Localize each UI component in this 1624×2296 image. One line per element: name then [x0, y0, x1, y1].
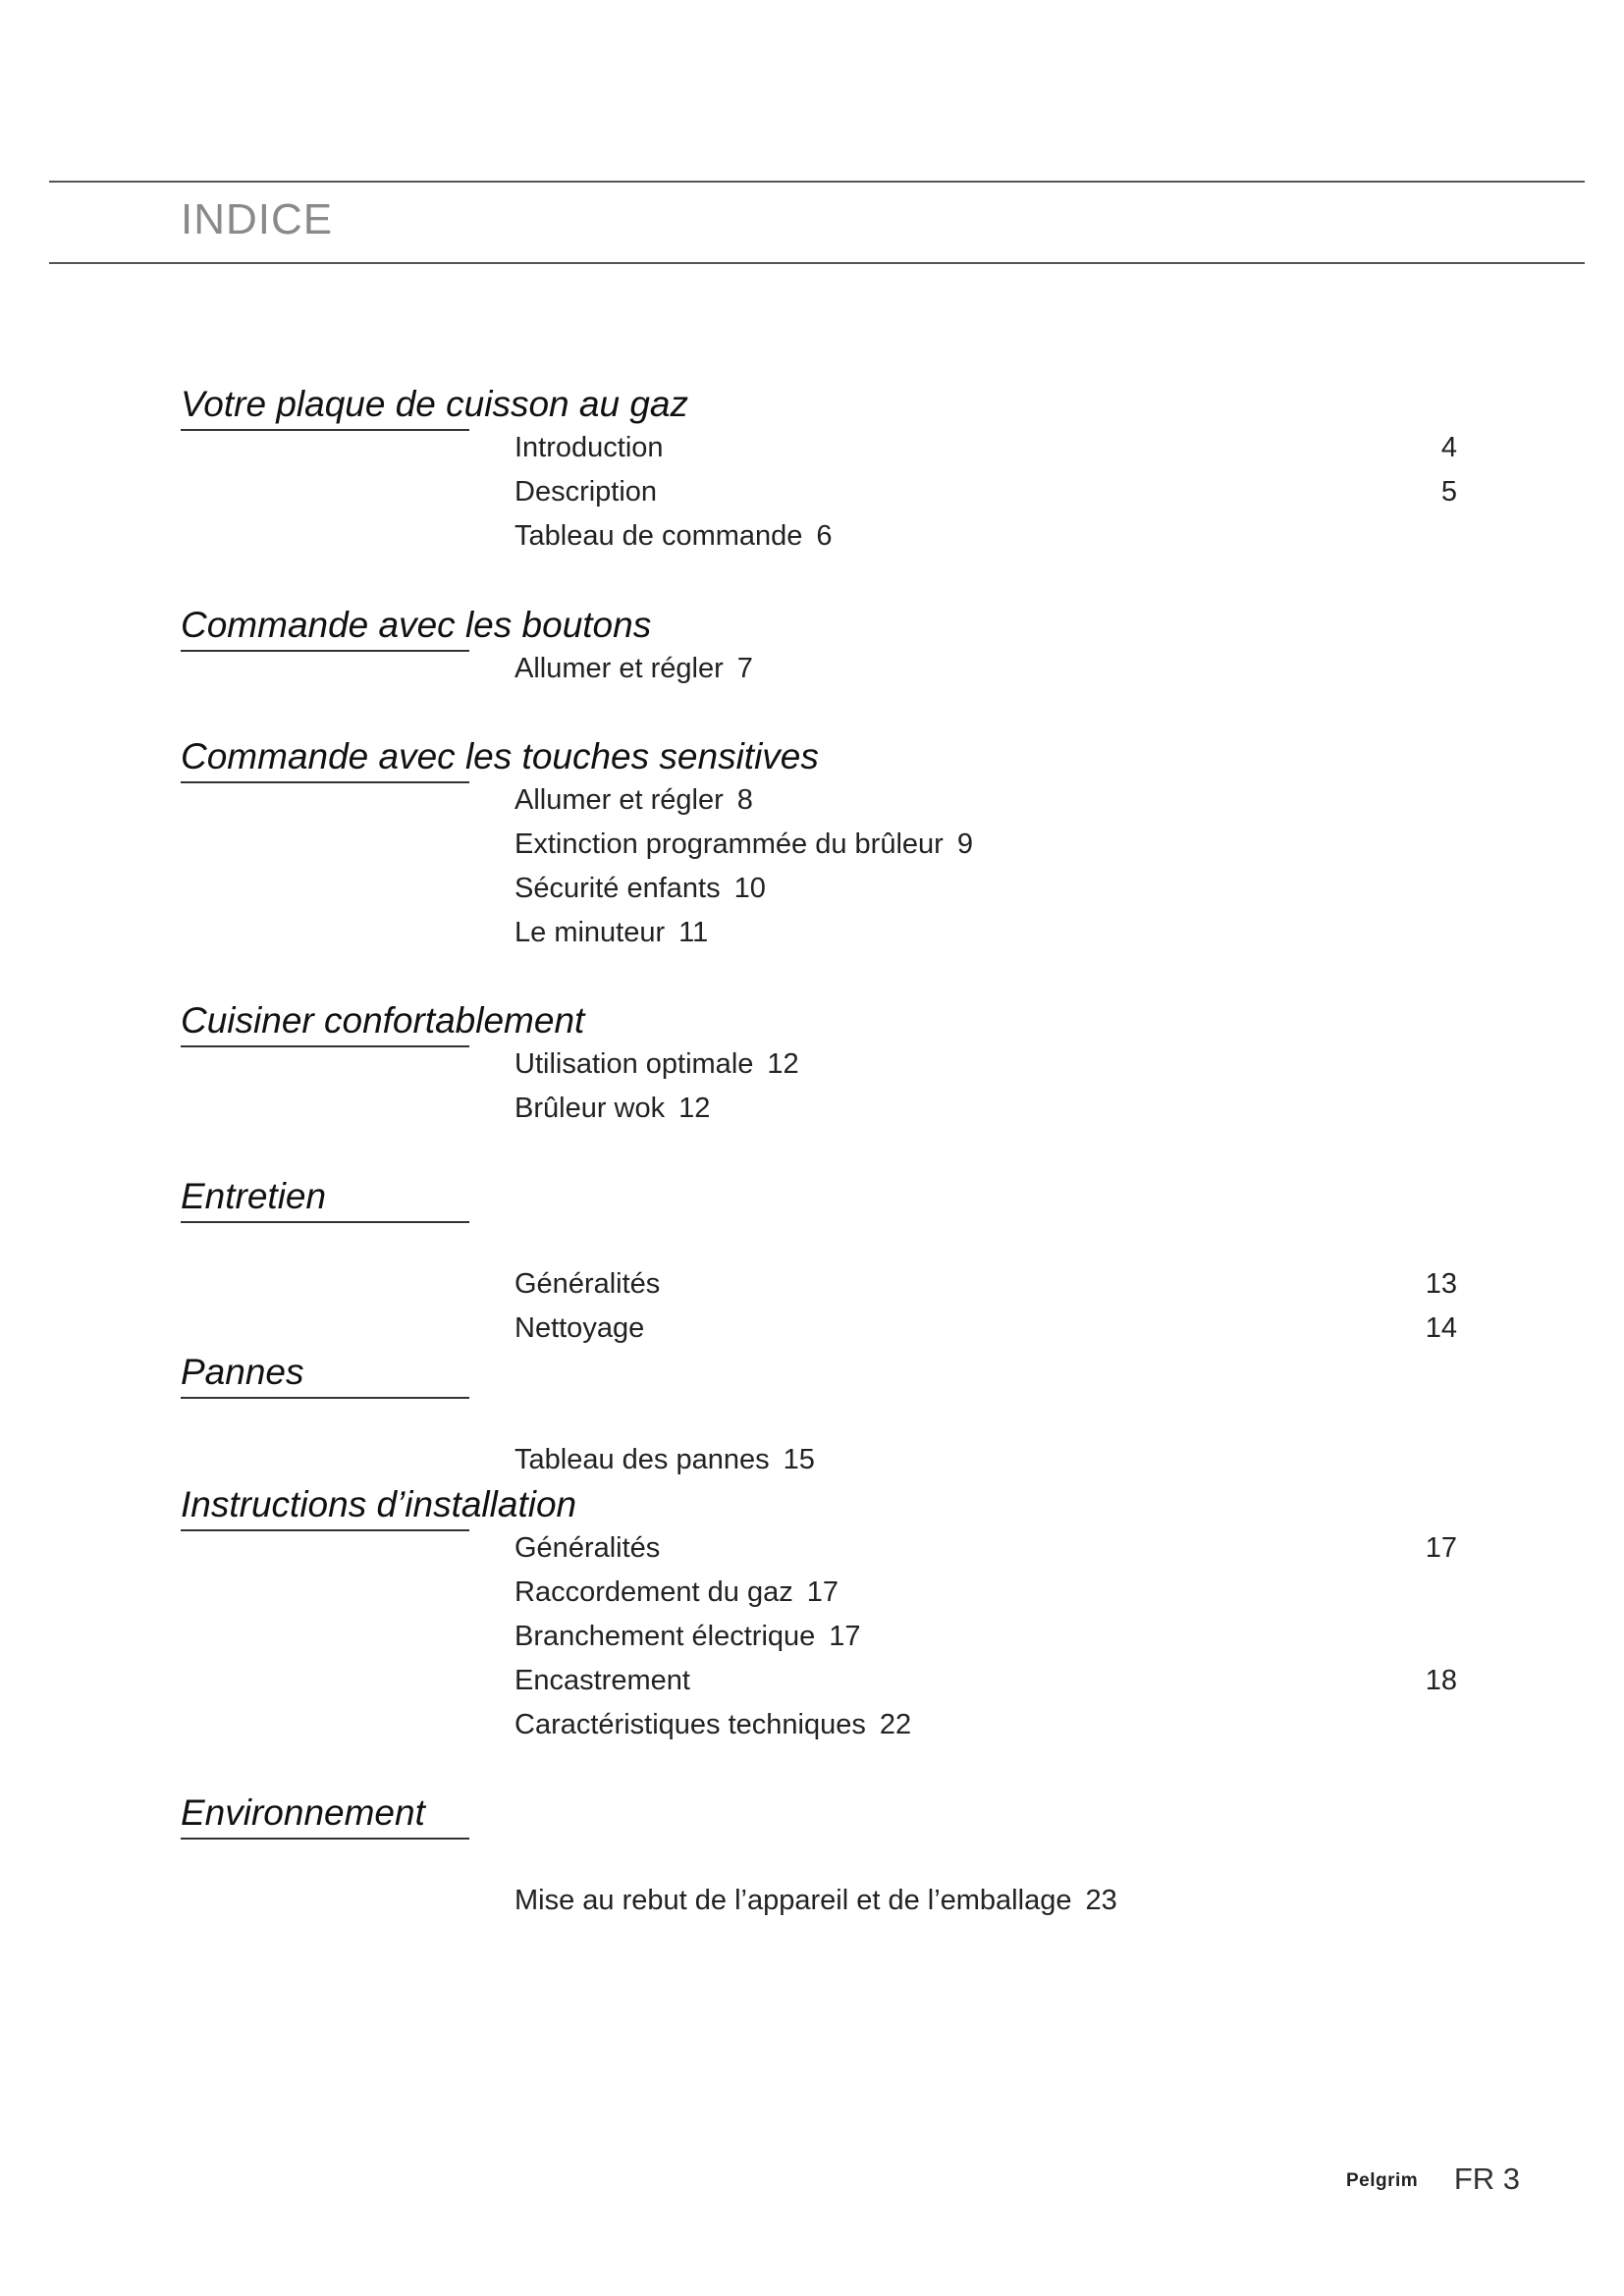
toc-entry: [514, 1526, 1457, 1571]
toc-entry: [514, 1438, 1457, 1482]
toc-entry: [514, 514, 1457, 559]
section-entries: [514, 1526, 1457, 1747]
toc-entry-page: 17: [806, 1576, 839, 1608]
toc-section: [181, 1351, 1457, 1475]
toc-section: [181, 1175, 1457, 1344]
section-entries: [514, 426, 1457, 559]
toc-entry: [514, 778, 1457, 823]
toc-entry-title: Branchement électrique: [514, 1621, 816, 1652]
section-entries: [514, 778, 1457, 955]
toc-entry: [514, 1659, 1457, 1703]
toc-entry: [514, 647, 1457, 691]
toc-entry-page: 6: [816, 520, 833, 552]
page-footer: [1346, 2160, 1520, 2201]
section-heading: Commande avec les touches sensitives: [181, 736, 819, 776]
toc-entry: [514, 426, 1457, 470]
toc-section: [181, 999, 1457, 1124]
toc-entry-page: 14: [1425, 1312, 1457, 1344]
toc-entry-page: 23: [1085, 1885, 1117, 1916]
section-underline: [181, 1838, 469, 1840]
section-heading: Commande avec les boutons: [181, 605, 652, 645]
toc-entry: [514, 823, 1457, 867]
toc-entry-page: 17: [1425, 1532, 1457, 1564]
section-underline: [181, 1529, 469, 1531]
toc-entry-title: Extinction programmée du brûleur: [514, 828, 944, 860]
toc-entry-page: 10: [733, 873, 766, 904]
toc-entry-title: Sécurité enfants: [514, 873, 721, 904]
toc-entry: [514, 867, 1457, 911]
toc-entry-title: Généralités: [514, 1532, 661, 1564]
page-title: INDICE: [181, 195, 334, 243]
toc-section: [181, 383, 1457, 552]
toc-entry-page: 11: [678, 917, 709, 948]
toc-entry: [514, 470, 1457, 514]
toc-entry-page: 8: [736, 784, 753, 816]
toc-entry-title: Allumer et régler: [514, 784, 724, 816]
toc-section: [181, 1791, 1457, 1916]
toc-entry: [514, 911, 1457, 955]
section-underline: [181, 650, 469, 652]
toc-entry-title: Le minuteur: [514, 917, 666, 948]
section-underline: [181, 1397, 469, 1399]
toc-entry-title: Utilisation optimale: [514, 1048, 754, 1080]
toc-entry: [514, 1042, 1457, 1087]
toc-section: [181, 604, 1457, 684]
toc-entry-title: Introduction: [514, 432, 664, 463]
toc-entry-title: Description: [514, 476, 658, 507]
section-entries: [514, 1879, 1457, 1923]
toc-entry: [514, 1307, 1457, 1351]
section-underline: [181, 429, 469, 431]
toc-entry-title: Allumer et régler: [514, 653, 724, 684]
toc-entry: [514, 1087, 1457, 1131]
page-number: FR 3: [1453, 2162, 1520, 2196]
toc-entry-page: 4: [1440, 432, 1457, 463]
toc-entry-page: 12: [767, 1048, 799, 1080]
toc-section: [181, 735, 1457, 948]
toc-section: [181, 1483, 1457, 1740]
toc-entry-title: Tableau des pannes: [514, 1444, 770, 1475]
brand-logo: Pelgrim: [1345, 2170, 1419, 2191]
toc-entry-page: 17: [829, 1621, 861, 1652]
toc-entry-title: Nettoyage: [514, 1312, 645, 1344]
section-heading: Pannes: [181, 1352, 304, 1392]
toc-entry: [514, 1703, 1457, 1747]
toc-entry-title: Caractéristiques techniques: [514, 1709, 866, 1740]
toc-entry: [514, 1879, 1457, 1923]
toc-entry: [514, 1262, 1457, 1307]
toc-entry-page: 22: [879, 1709, 912, 1740]
section-entries: [514, 1262, 1457, 1351]
section-entries: [514, 1042, 1457, 1131]
section-entries: [514, 1438, 1457, 1482]
section-heading: Entretien: [181, 1176, 327, 1216]
section-entries: [514, 647, 1457, 691]
toc-entry-page: 18: [1425, 1665, 1457, 1696]
toc-entry-title: Encastrement: [514, 1665, 690, 1696]
section-heading: Instructions d’installation: [181, 1484, 577, 1524]
section-heading: Votre plaque de cuisson au gaz: [181, 384, 688, 424]
toc-entry: [514, 1615, 1457, 1659]
section-heading: Cuisiner confortablement: [181, 1000, 585, 1041]
toc-entry-page: 13: [1425, 1268, 1457, 1300]
section-underline: [181, 781, 469, 783]
toc-entry-title: Tableau de commande: [514, 520, 803, 552]
toc-entry-title: Mise au rebut de l’appareil et de l’emballage: [514, 1885, 1072, 1916]
toc-entry-page: 5: [1440, 476, 1457, 507]
section-heading: Environnement: [181, 1792, 425, 1833]
toc-entry-title: Raccordement du gaz: [514, 1576, 793, 1608]
section-underline: [181, 1221, 469, 1223]
section-underline: [181, 1045, 469, 1047]
toc-entry: [514, 1571, 1457, 1615]
toc-entry-title: Brûleur wok: [514, 1093, 666, 1124]
toc-entry-page: 15: [783, 1444, 815, 1475]
toc-entry-page: 9: [956, 828, 973, 860]
toc-entry-page: 7: [736, 653, 753, 684]
toc-entry-page: 12: [678, 1093, 711, 1124]
toc-entry-title: Généralités: [514, 1268, 661, 1300]
